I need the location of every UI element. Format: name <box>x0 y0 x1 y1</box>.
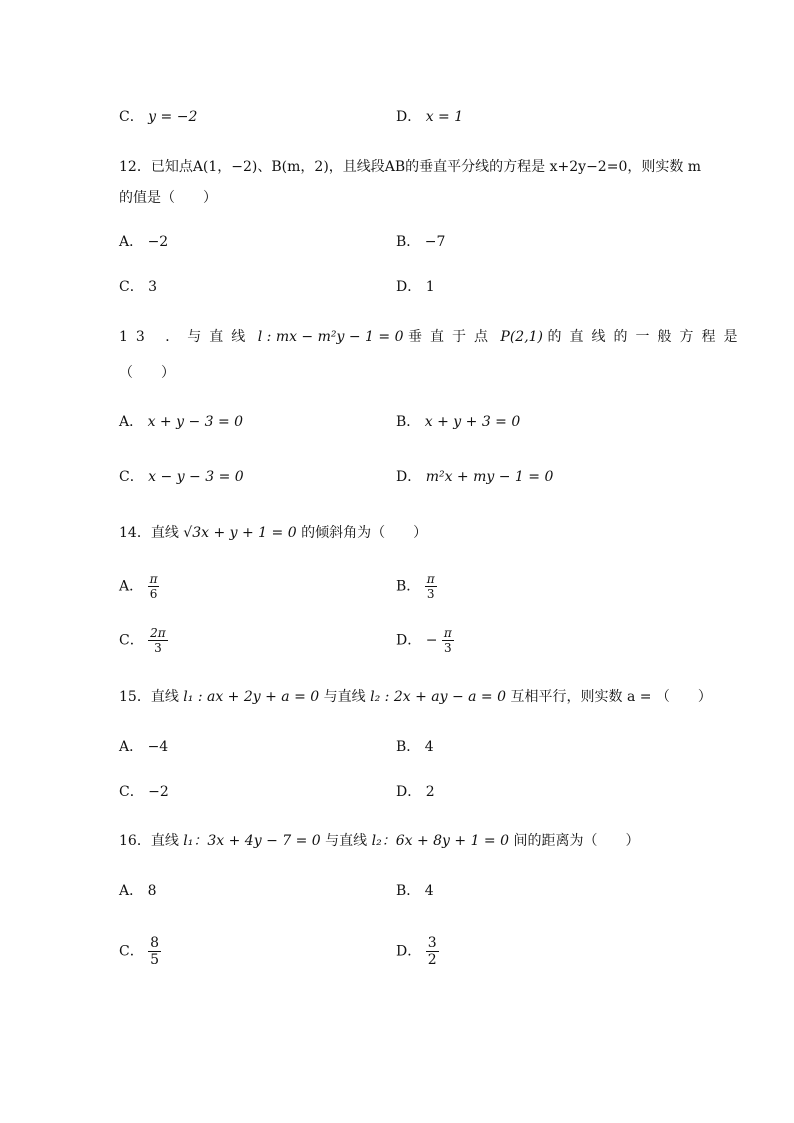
fraction-denominator: 3 <box>154 641 162 655</box>
q12-stem-line2: 的值是（ ） <box>119 190 217 206</box>
q13-line-equation: l : mx − m²y − 1 = 0 <box>257 329 404 345</box>
q13-option-d <box>396 468 553 486</box>
q16-stem-post: 间的距离为（ ） <box>513 833 640 849</box>
q12-option-a <box>119 233 168 251</box>
q14-option-c <box>119 626 168 655</box>
fraction-denominator: 5 <box>150 952 160 968</box>
q16-stem-mid: 与直线 <box>325 833 368 849</box>
q12-option-c <box>119 278 157 296</box>
option-text: −2 <box>148 784 169 800</box>
q12-stem-line1: 12．已知点A(1，−2)、B(m，2)，且线段AB的垂直平分线的方程是 x+2y−2=0，则实数 m <box>119 159 702 175</box>
q13-option-a <box>119 413 243 431</box>
q16-option-c <box>119 935 161 968</box>
q13-stem-line2: （ ） <box>119 365 175 381</box>
fraction <box>426 935 439 968</box>
option-text: 4 <box>424 883 434 899</box>
q13-stem-mid: 垂直于点 <box>407 329 496 345</box>
fraction <box>442 626 454 655</box>
fraction <box>148 626 168 655</box>
option-text: 4 <box>424 739 434 755</box>
q15-line1-equation: l₁ : ax + 2y + a = 0 <box>183 689 320 705</box>
fraction-numerator: π <box>443 626 452 640</box>
option-label: B． <box>396 578 421 595</box>
option-label: A． <box>119 883 144 899</box>
q13-stem-line1 <box>119 328 745 346</box>
option-text: x − y − 3 = 0 <box>148 469 244 485</box>
q14-equation: √3x + y + 1 = 0 <box>183 525 297 541</box>
option-text: m²x + my − 1 = 0 <box>425 469 554 485</box>
option-label: B． <box>396 234 421 250</box>
q13-option-c <box>119 468 244 486</box>
q15-stem-pre: 15．直线 <box>119 689 179 705</box>
q14-stem <box>119 524 427 542</box>
option-text: y = −2 <box>148 109 198 125</box>
q12-option-d <box>396 278 435 296</box>
option-label: A． <box>119 739 144 755</box>
option-label: A． <box>119 414 144 430</box>
q15-option-d <box>396 783 435 801</box>
option-label: C． <box>119 469 144 485</box>
option-text: x + y + 3 = 0 <box>424 414 521 430</box>
option-label: D． <box>396 109 422 125</box>
q12-option-b <box>396 233 445 251</box>
option-label: C． <box>119 784 144 800</box>
q16-stem <box>119 832 639 850</box>
option-text: 2 <box>425 784 435 800</box>
option-label: A． <box>119 578 144 595</box>
option-label: C． <box>119 109 144 125</box>
q15-option-b <box>396 738 434 756</box>
q11-option-c <box>119 108 197 126</box>
fraction-numerator: 8 <box>150 935 160 951</box>
q16-stem-pre: 16．直线 <box>119 833 179 849</box>
fraction-numerator: π <box>426 572 435 586</box>
q15-line2-equation: l₂ : 2x + ay − a = 0 <box>370 689 507 705</box>
q14-option-b <box>396 572 437 601</box>
q16-option-a <box>119 882 157 900</box>
q14-option-d <box>396 626 454 655</box>
fraction <box>148 572 160 601</box>
option-text: x + y − 3 = 0 <box>147 414 244 430</box>
fraction-numerator: 3 <box>427 935 437 951</box>
q15-option-c <box>119 783 169 801</box>
q16-option-b <box>396 882 434 900</box>
option-text: 8 <box>147 883 157 899</box>
fraction-denominator: 6 <box>149 587 158 601</box>
q11-option-d <box>396 108 463 126</box>
fraction-denominator: 3 <box>444 641 452 655</box>
option-label: B． <box>396 739 421 755</box>
option-label: D． <box>396 943 422 960</box>
q15-stem-var: a = （ ） <box>626 689 712 705</box>
q14-stem-post: 的倾斜角为（ ） <box>301 525 428 541</box>
q13-stem-pre: 13 ．与直线 <box>119 329 254 345</box>
option-label: C． <box>119 279 144 295</box>
fraction-denominator: 2 <box>427 952 437 968</box>
q16-option-d <box>396 935 439 968</box>
option-sign: − <box>425 632 438 649</box>
q16-line2-equation: l₂：6x + 8y + 1 = 0 <box>371 833 510 849</box>
option-text: −2 <box>147 234 169 250</box>
q13-stem-post: 的直线的一般方程是 <box>547 329 746 345</box>
q15-stem <box>119 688 712 706</box>
q14-stem-pre: 14．直线 <box>119 525 179 541</box>
option-text: 3 <box>148 279 158 295</box>
fraction <box>148 935 161 968</box>
q13-point: P(2,1) <box>500 329 544 345</box>
fraction-numerator: 2π <box>150 626 166 640</box>
option-text: 1 <box>425 279 435 295</box>
option-label: D． <box>396 469 422 485</box>
option-label: D． <box>396 784 422 800</box>
fraction-denominator: 3 <box>426 587 435 601</box>
option-label: A． <box>119 234 144 250</box>
option-label: C． <box>119 632 144 649</box>
option-text: x = 1 <box>425 109 464 125</box>
option-text: −7 <box>424 234 446 250</box>
q15-stem-post: 互相平行，则实数 <box>510 689 623 705</box>
option-label: B． <box>396 414 421 430</box>
q15-option-a <box>119 738 168 756</box>
fraction-numerator: π <box>149 572 158 586</box>
q14-option-a <box>119 572 159 601</box>
q16-line1-equation: l₁：3x + 4y − 7 = 0 <box>183 833 321 849</box>
q15-stem-mid: 与直线 <box>323 689 366 705</box>
fraction <box>425 572 437 601</box>
option-label: D． <box>396 279 422 295</box>
option-text: −4 <box>147 739 169 755</box>
q13-option-b <box>396 413 520 431</box>
option-label: B． <box>396 883 421 899</box>
option-label: D． <box>396 632 422 649</box>
option-label: C． <box>119 943 144 960</box>
